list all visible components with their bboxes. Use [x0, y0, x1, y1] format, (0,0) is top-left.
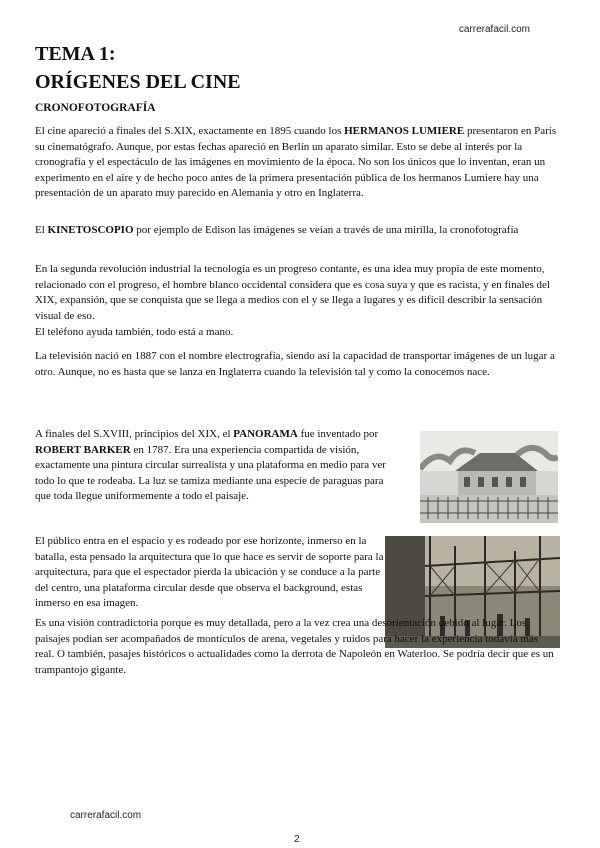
paragraph-publico: El público entra en el espacio y es rodeado por ese horizonte, inmerso en la batalla, esta pensado la arquitectura que lo que hace es servir de soporte para la arquitectura, para que el espectador pierda la ubicación y se conduce a la parte del centro, una plataforma circular desde que observa el background, estas inmerso en esa imagen. [35, 535, 384, 609]
bold-robert-barker: ROBERT BARKER [35, 443, 131, 456]
panorama-building-image [420, 431, 558, 523]
paragraph-vision-contradictoria: Es una visión contradictoria porque es muy detallada, pero a la vez crea una desorientación debido al lugar. Los paisajes podían ser acompañados de montículos de arena, vegetales y ruidos para hacer la experiencia todavía más real. O también, pasajes históricos o actualidades como la derrota de Napoleón en Waterloo. Se podría decir que es un trampantojo gigante. [35, 617, 554, 676]
bold-panorama: PANORAMA [233, 428, 298, 440]
paragraph-lumiere: El cine apareció a finales del S.XIX, exactamente en 1895 cuando los HERMANOS LUMIERE presentaron en París su cinematógrafo. Aunque, por estas fechas apareció en Berlín un aparato similar. Esto se debe al interés por la cronografía y el espectáculo de las imágenes en movimiento de la época. No son los únicos que lo inventan, eran un experimento en el aire y de hecho poco antes de la primera presentación pública de los hermanos Lumiere hay una presentación de un aparato muy parecido en Alemania y otro en Inglaterra. [35, 125, 557, 199]
paragraph-television: La televisión nació en 1887 con el nombre electrografía, siendo así la capacidad de transportar imágenes de un lugar a otro. Aunque, no es hasta que se lanza en Inglaterra cuando la televisión tal y como la conocemos nace. [35, 350, 555, 378]
footer-site-url: carrerafacil.com [70, 810, 142, 821]
header-site-url: carrerafacil.com [458, 24, 530, 35]
title-line-1: TEMA 1: [35, 43, 116, 65]
paragraph-revolucion-industrial: En la segunda revolución industrial la tecnología es un progreso contante, es una idea muy propia de este momento, relacionado con el progreso, el hombre blanco occidental considera que es cosa suya y que es racista, y en finales del XIX, expansión, que se conquista que se llega a medios con el y se llega a lugares y es difícil describir la sensación visual de eso. [35, 263, 550, 322]
paragraph-panorama: A finales del S.XVIII, principios del XIX, el PANORAMA fue inventado por ROBERT BARKER en 1787. Era una experiencia compartida de visión, exactamente una pintura circular surrealista y una plataforma en medio para ver todo lo que te rodeaba. La luz se tamiza mediante una especie de paraguas para que toda llegue uniformemente a todo el paisaje. [35, 428, 386, 502]
section-heading: CRONOFOTOGRAFÍA [35, 102, 156, 114]
paragraph-telefono: El teléfono ayuda también, todo está a mano. [35, 326, 234, 338]
title-line-2: ORÍGENES DEL CINE [35, 71, 241, 93]
bold-hermanos-lumiere: HERMANOS LUMIERE [344, 125, 465, 137]
page-title [35, 40, 241, 96]
page-number: 2 [294, 834, 300, 845]
paragraph-kinetoscopio: El KINETOSCOPIO por ejemplo de Edison las imágenes se veían a través de una mirilla, la cronofotografía [35, 224, 519, 236]
bold-kinetoscopio: KINETOSCOPIO [47, 224, 134, 236]
